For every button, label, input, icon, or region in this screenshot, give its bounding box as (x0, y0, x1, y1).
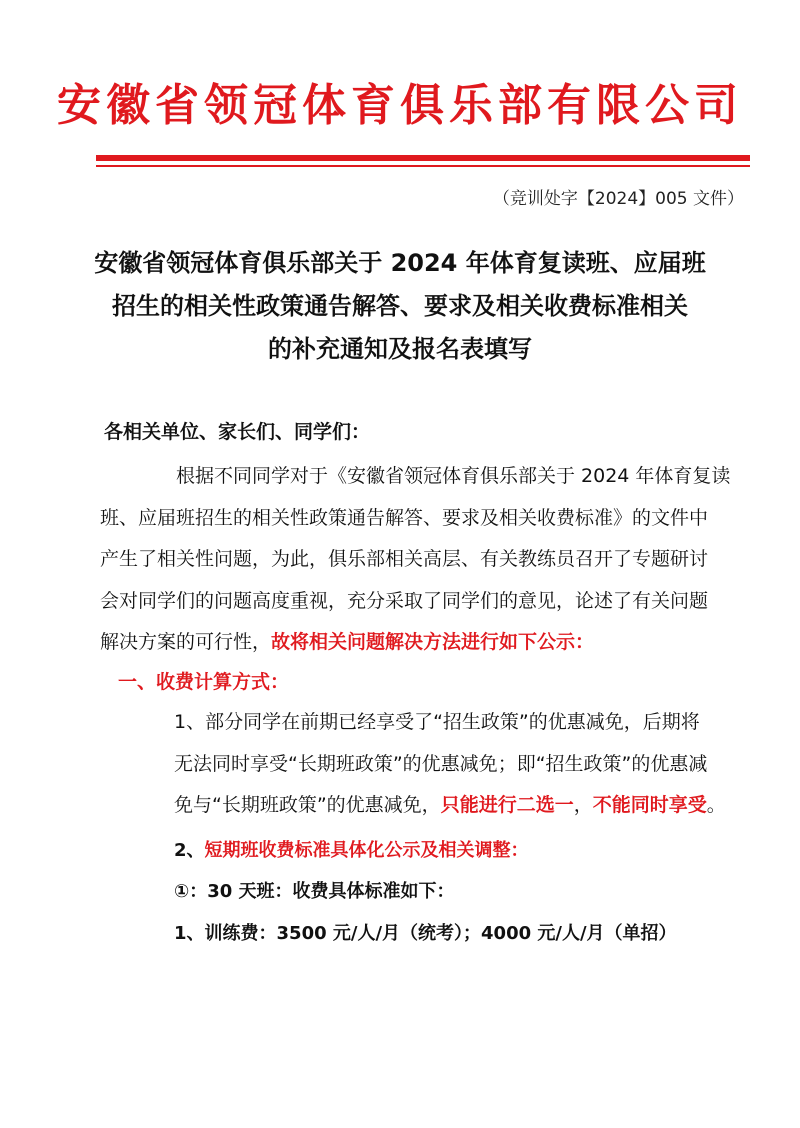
policy-item-training-fee: 1、训练费：3500 元/人/月（统考）；4000 元/人/月（单招） (174, 923, 677, 944)
policy-item-1-line-1: 1、部分同学在前期已经享受了“招生政策”的优惠减免，后期将 (174, 711, 700, 733)
intro-line-2: 班、应届班招生的相关性政策通告解答、要求及相关收费标准》的文件中 (100, 506, 709, 529)
policy-item-2-prefix: 2、 (174, 840, 205, 861)
policy-item-1-line-2: 无法同时享受“长期班政策”的优惠减免；即“招生政策”的优惠减 (174, 752, 708, 775)
title-line-1: 安徽省领冠体育俱乐部关于 2024 年体育复读班、应届班 (94, 249, 706, 277)
document-number: （竞训处字【2024】005 文件） (492, 189, 744, 209)
policy-line-3-plain: 免与“长期班政策”的优惠减免， (174, 794, 441, 817)
intro-line-5-highlight: 故将相关问题解决方法进行如下公示： (271, 631, 595, 654)
intro-paragraph (100, 456, 730, 664)
section-heading-fee-calculation: 一、收费计算方式： (118, 671, 290, 693)
intro-line-4: 会对同学们的问题高度重视，充分采取了同学们的意见，论述了有关问题 (100, 589, 709, 612)
policy-separator: ， (573, 794, 593, 817)
policy-highlight-choose-one: 只能进行二选一 (440, 794, 574, 817)
header-divider-thin (96, 165, 750, 167)
salutation: 各相关单位、家长们、同学们： (104, 421, 371, 443)
policy-item-2 (174, 837, 529, 865)
intro-line-1: 根据不同同学对于《安徽省领冠体育俱乐部关于 2024 年体育复读 (176, 465, 731, 487)
document-title (70, 242, 730, 371)
policy-item-1 (174, 702, 734, 827)
policy-item-2-highlight: 短期班收费标准具体化公示及相关调整： (204, 840, 529, 861)
policy-item-30-day-class: ①：30 天班：收费具体标准如下： (174, 881, 455, 902)
policy-item-1-line-3 (174, 785, 734, 827)
policy-line-3-end: 。 (706, 794, 726, 817)
intro-line-5-plain: 解决方案的可行性， (100, 631, 272, 654)
intro-line-5 (100, 622, 730, 664)
organization-name: 安徽省领冠体育俱乐部有限公司 (57, 80, 743, 131)
title-line-2: 招生的相关性政策通告解答、要求及相关收费标准相关 (112, 292, 688, 320)
title-line-3: 的补充通知及报名表填写 (268, 335, 532, 363)
policy-highlight-not-combined: 不能同时享受 (592, 794, 707, 817)
intro-line-3: 产生了相关性问题，为此，俱乐部相关高层、有关教练员召开了专题研讨 (100, 548, 709, 571)
header-divider-thick (96, 155, 750, 161)
